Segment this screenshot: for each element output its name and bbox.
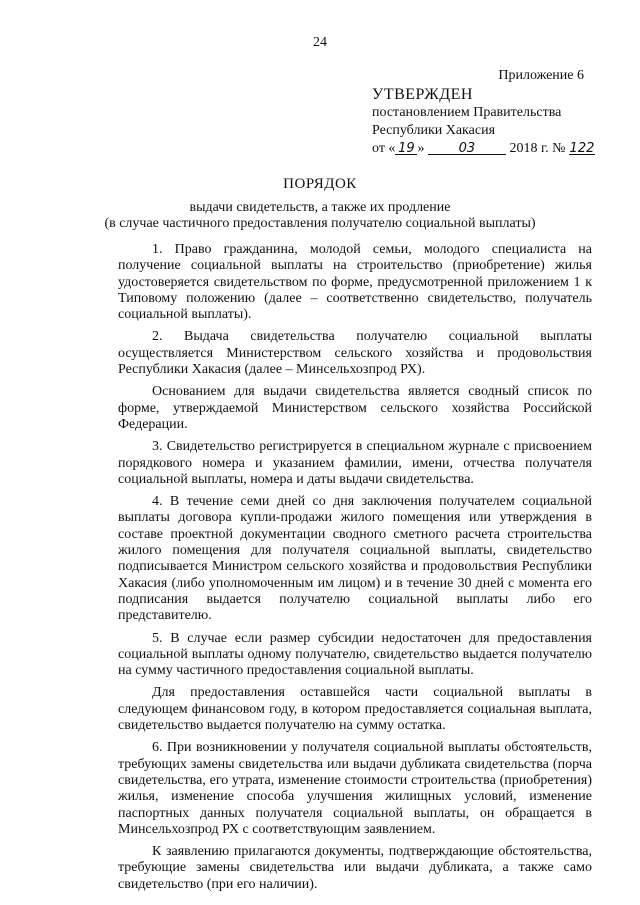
month-blank (428, 140, 506, 155)
paragraph-7: Для предоставления оставшейся части социальной выплаты в следующем финансовом году, в котором предоставляется социальная выплата, свидетельство выдается получателю на сумму остатка. (118, 685, 592, 734)
page-number: 24 (313, 35, 327, 50)
approved-heading: УТВЕРЖДЕН (372, 86, 473, 103)
year-text: 2018 г. № (509, 141, 566, 156)
paragraph-2: 2. Выдача свидетельства получателю социальной выплаты осуществляется Министерством сельского хозяйства и продовольствия Республики Хакасия (далее – Минсельхозпрод РХ). (118, 329, 592, 378)
paragraph-3: Основанием для выдачи свидетельства является сводный список по форме, утверждаемой Министерством сельского хозяйства Российской Федерации. (118, 384, 592, 432)
paragraph-5: 4. В течение семи дней со дня заключения получателем социальной выплаты договора купли-продажи жилого помещения или утверждения в составе проектной документации сводного сметного расчета строительства жилого помещения для получателя социальной выплаты, свидетельство подписывается Министром сельского хозяйства и продовольствия Республики Хакасия (либо уполномоченным им лицом) и в течение 30 дней с момента его подписания выдается получателю социальной выплаты либо его представителю. (118, 494, 592, 624)
paragraph-1: 1. Право гражданина, молодой семьи, молодого специалиста на получение социальной выплаты на строительство (приобретение) жилья удостоверяется свидетельством по форме, предусмотренной приложением 1 к Типовому положению (далее – соответственно свидетельство, получатель социальной выплаты). (118, 242, 592, 323)
subtitle-line-1: выдачи свидетельств, а также их продление (189, 200, 451, 215)
appendix-label: Приложение 6 (498, 68, 584, 83)
paragraph-4: 3. Свидетельство регистрируется в специальном журнале с присвоением порядкового номера и указанием фамилии, имени, отчества получателя социальной выплаты, номера и даты выдачи свидетельства. (118, 439, 592, 487)
subtitle-line-2: (в случае частичного предоставления получателю социальной выплаты) (104, 216, 536, 231)
approval-line-1: постановлением Правительства (372, 105, 562, 120)
number-blank (569, 140, 595, 155)
paragraph-6: 5. В случае если размер субсидии недостаточен для предоставления социальной выплаты одному получателю, свидетельство выдается получателю на сумму частичного предоставления социальной выплаты. (118, 630, 592, 679)
date-mid: » (417, 141, 425, 156)
date-prefix: от « (372, 141, 396, 156)
paragraph-8: 6. При возникновении у получателя социальной выплаты обстоятельств, требующих замены свидетельства или выдачи дубликата свидетельства (порча свидетельства, его утрата, изменение стоимости строительства (приобретения) жилья, изменение способа улучшения жилищных условий, изменение паспортных данных получателя социальной выплаты, он обращается в Минсельхозпрод РХ с соответствующим заявлением. (118, 740, 592, 837)
document-body (118, 242, 592, 899)
handwritten-month: 03 (458, 141, 476, 156)
approval-line-2: Республики Хакасия (372, 123, 496, 138)
paragraph-9: К заявлению прилагаются документы, подтверждающие обстоятельства, требующие замены свидетельства или выдачи дубликата, а также само свидетельство (при его наличии). (118, 844, 592, 892)
approval-block (372, 86, 595, 158)
document-title: ПОРЯДОК (283, 176, 357, 192)
day-blank (395, 140, 417, 155)
handwritten-number: 122 (569, 141, 595, 156)
approval-date-line (372, 140, 595, 158)
handwritten-day: 19 (398, 141, 415, 156)
